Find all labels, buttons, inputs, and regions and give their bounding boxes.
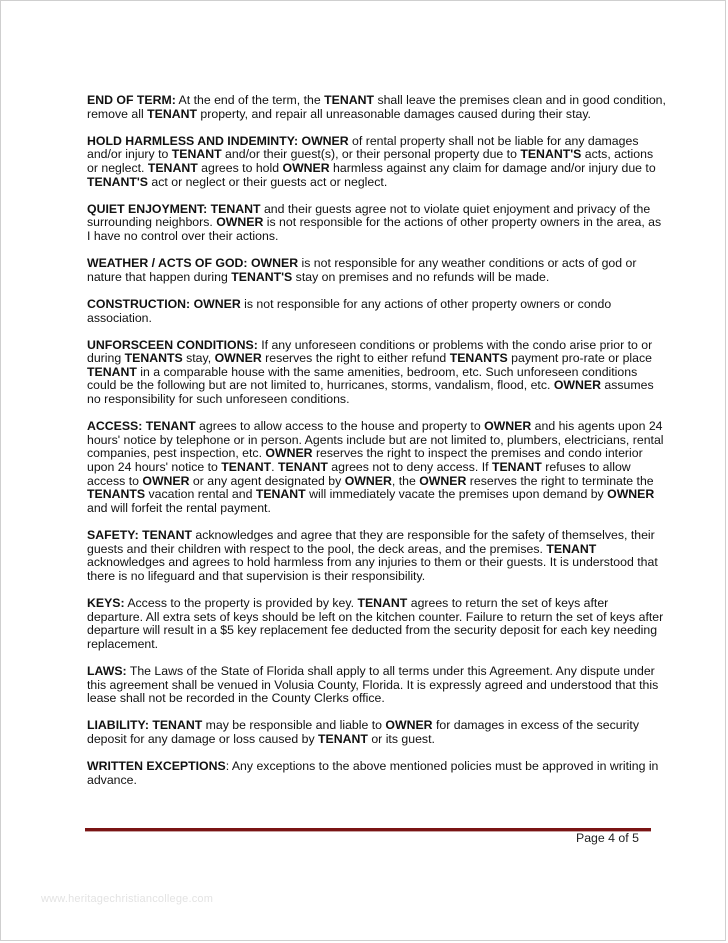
- paragraph-keys: [87, 597, 667, 651]
- bold-term: TENANT: [357, 595, 408, 610]
- clause-text: and their guests agree not to violate quiet enjoyment and privacy of the surrounding neighbors.: [87, 201, 651, 230]
- paragraph-written-exceptions: [87, 760, 667, 787]
- paragraph-access: [87, 420, 667, 515]
- clause-text: agrees to return the set of keys after departure. All extra sets of keys should be left on the kitchen counter. Failure to return the set of keys after departure will result in a $5 key replacement fee deducted from the security deposit for each key needing replacement.: [87, 595, 664, 651]
- clause-text: reserves the right to terminate the: [466, 473, 654, 488]
- clause-text: If any unforeseen conditions or problems with the condo arise prior to or during: [87, 337, 653, 366]
- paragraph-end-of-term: [87, 94, 667, 121]
- bold-term: KEYS:: [87, 595, 125, 610]
- bold-term: TENANT: [221, 460, 272, 475]
- clause-text: and will forfeit the rental payment.: [87, 500, 271, 515]
- clause-text: acknowledges and agrees to hold harmless from any injuries to them or their guests. It is understood that there is no lifeguard and that supervision is their responsibility.: [87, 555, 658, 583]
- clause-text: and/or their guest(s), or their personal property due to: [221, 147, 521, 162]
- clause-text: vacation rental and: [145, 487, 256, 502]
- clause-text: is not responsible for any actions of other property owners or condo association.: [87, 296, 612, 325]
- clause-text: reserves the right to inspect the premises and condo interior upon 24 hours' notice to: [87, 446, 643, 475]
- bold-term: SAFETY: TENANT: [87, 528, 192, 542]
- bold-term: OWNER: [344, 473, 392, 488]
- clause-text: agrees to hold: [197, 160, 283, 175]
- paragraph-safety: [87, 529, 667, 583]
- clause-text: and his agents upon 24 hours' notice by telephone or in person. Agents include but are not limited to, plumbers, electricians, rental companies, pest inspection, etc.: [87, 419, 664, 461]
- bold-term: TENANTS: [87, 487, 146, 502]
- bold-term: TENANT: [255, 487, 306, 502]
- bold-term: TENANT'S: [231, 269, 293, 284]
- bold-term: LIABILITY: TENANT: [87, 718, 203, 733]
- bold-term: ACCESS: TENANT: [87, 419, 196, 434]
- watermark-text: www.heritagechristiancollege.com: [41, 893, 214, 905]
- bold-term: TENANT'S: [87, 174, 148, 189]
- bold-term: OWNER: [385, 718, 433, 733]
- clause-text: property, and repair all unreasonable damages caused during their stay.: [197, 106, 591, 121]
- bold-term: TENANT: [546, 541, 597, 556]
- clause-text: or any agent designated by: [189, 473, 345, 488]
- clause-text: or its guest.: [367, 731, 435, 746]
- clause-text: acknowledges and agree that they are responsible for the safety of themselves, their guests and their children with respect to the pool, the deck areas, and the premises.: [87, 528, 655, 556]
- bold-term: TENANT: [147, 160, 198, 175]
- clause-text: Access to the property is provided by key.: [124, 595, 358, 610]
- clause-text: agrees to allow access to the house and property to: [195, 419, 485, 434]
- clause-text: .: [271, 460, 279, 475]
- bold-term: OWNER: [265, 446, 313, 461]
- clause-text: harmless against any claim for damage and/or injury due to: [329, 160, 656, 175]
- clause-text: shall leave the premises clean and in good condition, remove all: [87, 93, 666, 121]
- paragraph-laws: [87, 665, 667, 706]
- footer-rule: [85, 828, 651, 832]
- document-body: [87, 94, 667, 801]
- clause-text: , the: [391, 473, 420, 488]
- bold-term: TENANT: [318, 731, 368, 746]
- clause-text: will immediately vacate the premises upon demand by: [305, 487, 608, 502]
- clause-text: stay,: [182, 351, 215, 366]
- bold-term: WEATHER / ACTS OF GOD: OWNER: [87, 256, 299, 271]
- bold-term: OWNER: [282, 160, 330, 175]
- clause-text: may be responsible and liable to: [202, 718, 386, 733]
- paragraph-hold-harmless: [87, 135, 667, 189]
- clause-text: for damages in excess of the security deposit for any damage or loss caused by: [87, 718, 639, 746]
- bold-term: TENANT: [491, 460, 542, 475]
- clause-text: The Laws of the State of Florida shall apply to all terms under this Agreement. Any dispute under this agreement shall be venued in Volusia County, Florida. It is expressly agreed and understood that this lease shall not be recorded in the County Clerks office.: [87, 663, 659, 706]
- paragraph-liability: [87, 719, 667, 746]
- bold-term: OWNER: [216, 215, 264, 230]
- clause-text: of rental property shall not be liable for any damages and/or injury to: [87, 133, 639, 162]
- paragraph-weather: [87, 257, 667, 284]
- clause-text: stay on premises and no refunds will be made.: [292, 269, 550, 284]
- clause-text: agrees not to deny access. If: [327, 460, 492, 475]
- bold-term: HOLD HARMLESS AND INDEMINTY: OWNER: [87, 133, 349, 148]
- bold-term: CONSTRUCTION: OWNER: [87, 296, 241, 311]
- bold-term: WRITTEN EXCEPTIONS: [87, 759, 226, 774]
- bold-term: OWNER: [607, 487, 655, 502]
- bold-term: END OF TERM:: [87, 93, 176, 107]
- bold-term: TENANT: [171, 147, 222, 162]
- bold-term: LAWS:: [87, 663, 127, 678]
- bold-term: TENANTS: [124, 351, 183, 366]
- clause-text: refuses to allow access to: [87, 460, 631, 488]
- bold-term: QUIET ENJOYMENT: TENANT: [87, 201, 261, 216]
- clause-text: in a comparable house with the same amenities, bedroom, etc. Such unforeseen conditions could be the following but are not limited to, hurricanes, storms, vandalism, flood, etc.: [87, 364, 638, 393]
- bold-term: TENANT: [147, 106, 198, 121]
- bold-term: TENANT: [278, 460, 328, 475]
- clause-text: act or neglect or their guests act or neglect.: [148, 174, 388, 189]
- clause-text: At the end of the term, the: [175, 93, 325, 107]
- bold-term: OWNER: [553, 378, 601, 393]
- paragraph-unforseen: [87, 339, 667, 407]
- clause-text: is not responsible for the actions of other property owners in the area, as I have no control over their actions.: [87, 215, 662, 243]
- bold-term: OWNER: [142, 473, 190, 488]
- clause-text: payment pro-rate or place: [507, 351, 652, 366]
- bold-term: TENANT: [324, 93, 375, 107]
- clause-text: : Any exceptions to the above mentioned policies must be approved in writing in advance.: [87, 759, 659, 787]
- bold-term: TENANTS: [449, 351, 508, 366]
- paragraph-quiet-enjoyment: [87, 203, 667, 244]
- bold-term: OWNER: [484, 419, 532, 434]
- bold-term: OWNER: [419, 473, 467, 488]
- clause-text: assumes no responsibility for such unforeseen conditions.: [87, 378, 654, 407]
- paragraph-construction: [87, 298, 667, 325]
- bold-term: TENANT: [87, 364, 137, 379]
- clause-text: reserves the right to either refund: [261, 351, 450, 366]
- clause-text: is not responsible for any weather conditions or acts of god or nature that happen during: [87, 256, 637, 284]
- bold-term: UNFORSCEEN CONDITIONS:: [87, 337, 258, 352]
- clause-text: acts, actions or neglect.: [87, 147, 654, 175]
- bold-term: TENANT'S: [520, 147, 582, 162]
- page-number: Page 4 of 5: [576, 831, 639, 845]
- bold-term: OWNER: [214, 351, 262, 366]
